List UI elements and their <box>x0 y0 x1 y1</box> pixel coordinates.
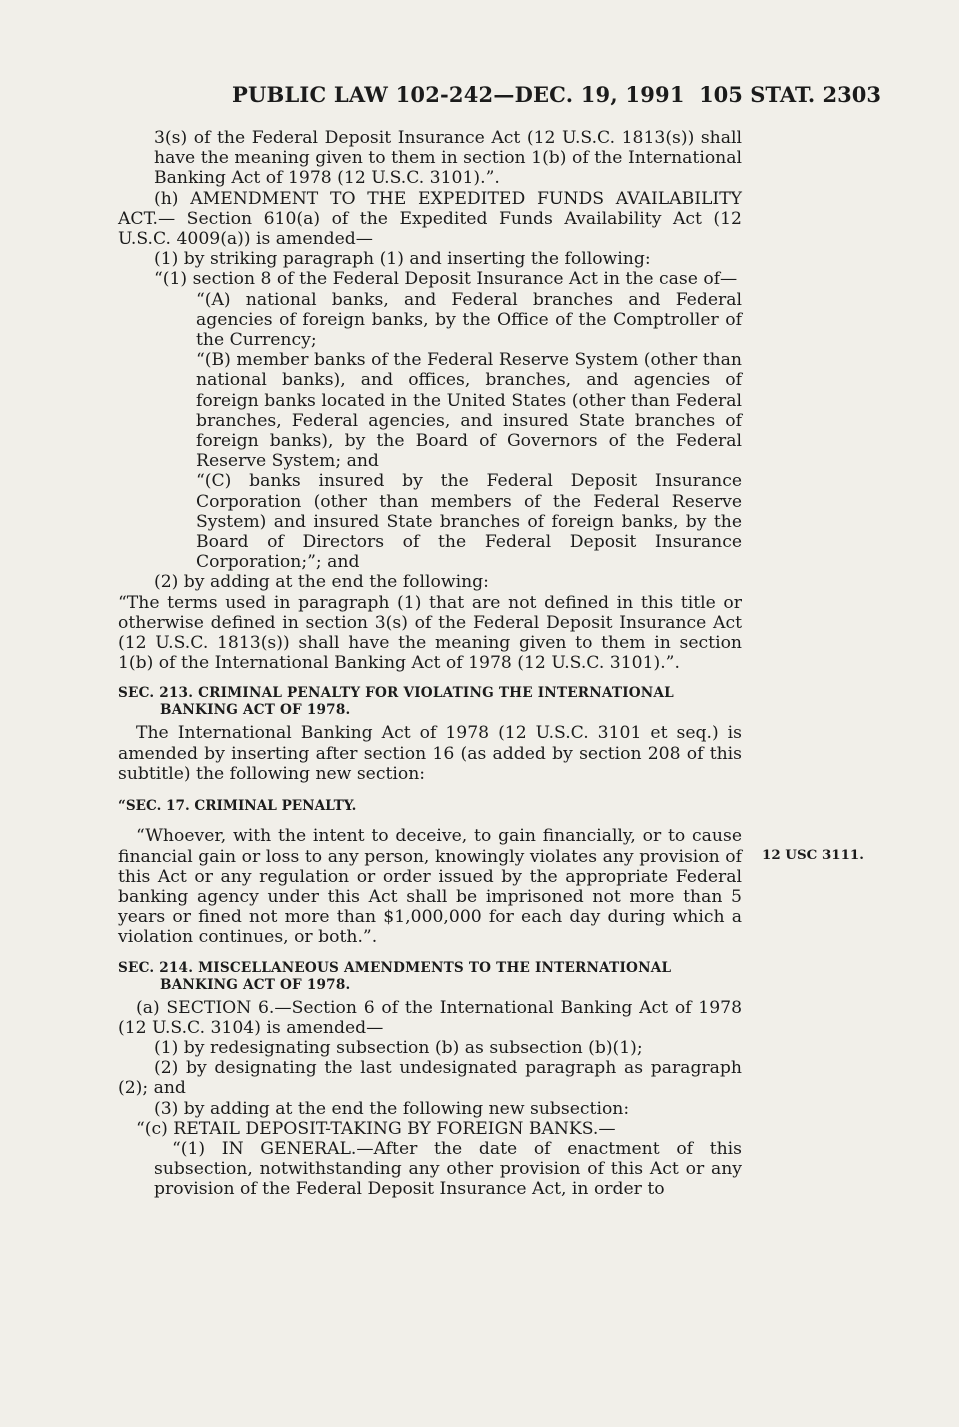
page-header <box>0 82 959 112</box>
paragraph: “(c) RETAIL DEPOSIT-TAKING BY FOREIGN BANKS.— <box>136 1118 616 1139</box>
document-body <box>118 128 742 1200</box>
section-heading-line: BANKING ACT OF 1978. <box>160 976 351 993</box>
paragraph: “(1) section 8 of the Federal Deposit Insurance Act in the case of— <box>154 269 738 290</box>
header-stat-page: 105 STAT. 2303 <box>699 82 881 107</box>
section-heading <box>118 960 742 994</box>
paragraph: “(A) national banks, and Federal branches and Federal agencies of foreign banks, by the Office of the Comptroller of the Currency; <box>196 289 742 351</box>
section-heading-line: SEC. 213. CRIMINAL PENALTY FOR VIOLATING THE INTERNATIONAL <box>118 685 674 702</box>
section-heading-line: BANKING ACT OF 1978. <box>160 702 351 719</box>
paragraph: (1) by striking paragraph (1) and inserting the following: <box>154 249 651 270</box>
header-title: PUBLIC LAW 102-242—DEC. 19, 1991 <box>232 82 685 107</box>
section-heading: “SEC. 17. CRIMINAL PENALTY. <box>118 798 357 815</box>
paragraph: (2) by designating the last undesignated paragraph as paragraph (2); and <box>118 1058 742 1099</box>
paragraph: (1) by redesignating subsection (b) as subsection (b)(1); <box>154 1037 643 1058</box>
paragraph: (h) AMENDMENT TO THE EXPEDITED FUNDS AVAILABILITY ACT.— Section 610(a) of the Expedited Funds Availability Act (12 U.S.C. 4009(a)) is amended— <box>118 188 742 250</box>
section-heading-line: SEC. 214. MISCELLANEOUS AMENDMENTS TO THE INTERNATIONAL <box>118 959 672 976</box>
paragraph: “The terms used in paragraph (1) that are not defined in this title or otherwise defined in section 3(s) of the Federal Deposit Insurance Act (12 U.S.C. 1813(s)) shall have the meaning given to them in section 1(b) of the International Banking Act of 1978 (12 U.S.C. 3101).”. <box>118 592 742 674</box>
paragraph: “(C) banks insured by the Federal Deposit Insurance Corporation (other than members of the Federal Reserve System) and insured State branches of foreign banks, by the Board of Directors of the Federal Deposit Insurance Corporation;”; and <box>196 471 742 573</box>
paragraph: “Whoever, with the intent to deceive, to gain financially, or to cause financial gain or loss to any person, knowingly violates any provision of this Act or any regulation or order issued by the appropriate Federal banking agency under this Act shall be imprisoned not more than 5 years or fined not more than $1,000,000 for each day during which a violation continues, or both.”. <box>118 826 742 948</box>
paragraph: (2) by adding at the end the following: <box>154 572 489 593</box>
paragraph: (a) SECTION 6.—Section 6 of the International Banking Act of 1978 (12 U.S.C. 3104) is amended— <box>118 997 742 1038</box>
paragraph: “(1) IN GENERAL.—After the date of enactment of this subsection, notwithstanding any other provision of this Act or any provision of the Federal Deposit Insurance Act, in order to <box>154 1138 742 1200</box>
paragraph: The International Banking Act of 1978 (12 U.S.C. 3101 et seq.) is amended by inserting after section 16 (as added by section 208 of this subtitle) the following new section: <box>118 723 742 784</box>
paragraph: “(B) member banks of the Federal Reserve System (other than national banks), and offices, branches, and agencies of foreign banks located in the United States (other than Federal branches, Federal agencies, and insured State branches of foreign banks), by the Board of Governors of the Federal Reserve System; and <box>196 350 742 472</box>
margin-citation: 12 USC 3111. <box>762 847 864 863</box>
section-heading <box>118 685 742 719</box>
paragraph: 3(s) of the Federal Deposit Insurance Act (12 U.S.C. 1813(s)) shall have the meaning given to them in section 1(b) of the International Banking Act of 1978 (12 U.S.C. 3101).”. <box>154 128 742 189</box>
paragraph: (3) by adding at the end the following new subsection: <box>154 1098 630 1119</box>
